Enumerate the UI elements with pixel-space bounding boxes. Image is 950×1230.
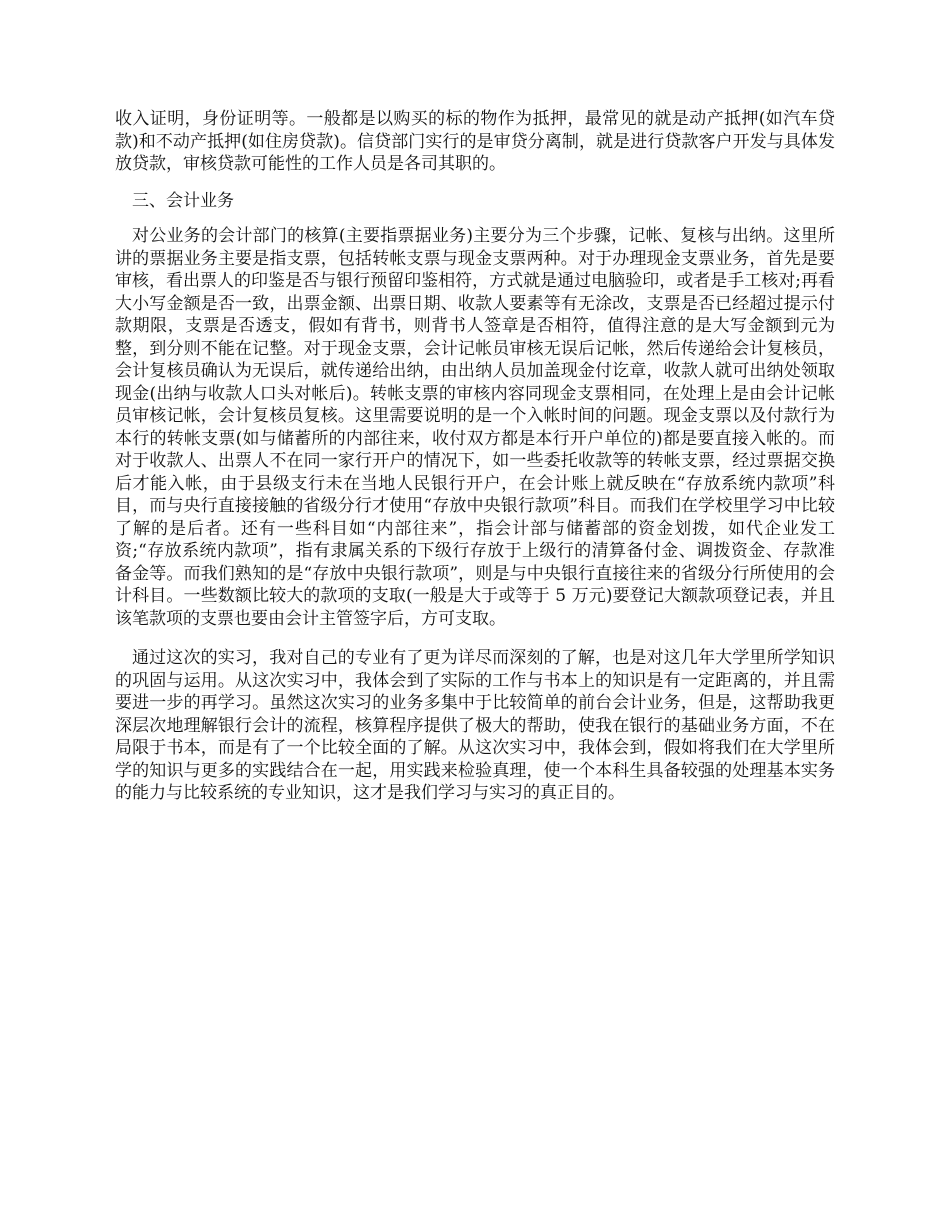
paragraph-intro: 收入证明，身份证明等。一般都是以购买的标的物作为抵押，最常见的就是动产抵押(如汽车贷款)和不动产抵押(如住房贷款)。信贷部门实行的是审贷分离制，就是进行贷款客户开发与具体发放贷款，审核贷款可能性的工作人员是各司其职的。 [115, 109, 835, 174]
document-page [115, 108, 835, 805]
section-heading: 三、会计业务 [132, 190, 234, 211]
paragraph-conclusion: 通过这次的实习，我对自己的专业有了更为详尽而深刻的了解，也是对这几年大学里所学知识的巩固与运用。从这次实习中，我体会到了实际的工作与书本上的知识是有一定距离的，并且需要进一步的再学习。虽然这次实习的业务多集中于比较简单的前台会计业务，但是，这帮助我更深层次地理解银行会计的流程，核算程序提供了极大的帮助，使我在银行的基础业务方面，不在局限于书本，而是有了一个比较全面的了解。从这次实习中，我体会到，假如将我们在大学里所学的知识与更多的实践结合在一起，用实践来检验真理，使一个本科生具备较强的处理基本实务的能力与比较系统的专业知识，这才是我们学习与实习的真正目的。 [115, 648, 835, 803]
paragraph-accounting: 对公业务的会计部门的核算(主要指票据业务)主要分为三个步骤，记帐、复核与出纳。这里所讲的票据业务主要是指支票，包括转帐支票与现金支票两种。对于办理现金支票业务，首先是要审核，看出票人的印鉴是否与银行预留印鉴相符，方式就是通过电脑验印，或者是手工核对;再看大小写金额是否一致，出票金额、出票日期、收款人要素等有无涂改，支票是否已经超过提示付款期限，支票是否透支，假如有背书，则背书人签章是否相符，值得注意的是大写金额到元为整，到分则不能在记整。对于现金支票，会计记帐员审核无误后记帐，然后传递给会计复核员，会计复核员确认为无误后，就传递给出纳，由出纳人员加盖现金付讫章，收款人就可出纳处领取现金(出纳与收款人口头对帐后)。转帐支票的审核内容同现金支票相同，在处理上是由会计记帐员审核记帐，会计复核员复核。这里需要说明的是一个入帐时间的问题。现金支票以及付款行为本行的转帐支票(如与储蓄所的内部往来，收付双方都是本行开户单位的)都是要直接入帐的。而对于收款人、出票人不在同一家行开户的情况下，如一些委托收款等的转帐支票，经过票据交换后才能入帐，由于县级支行未在当地人民银行开户，在会计账上就反映在“存放系统内款项”科目，而与央行直接接触的省级分行才使用“存放中央银行款项”科目。而我们在学校里学习中比较了解的是后者。还有一些科目如“内部往来”，指会计部与储蓄部的资金划拨，如代企业发工资;“存放系统内款项”，指有隶属关系的下级行存放于上级行的清算备付金、调拨资金、存款准备金等。而我们熟知的是“存放中央银行款项”，则是与中央银行直接往来的省级分行所使用的会计科目。一些数额比较大的款项的支取(一般是大于或等于 5 万元)要登记大额款项登记表，并且该笔款项的支票也要由会计主管签字后，方可支取。 [115, 226, 835, 629]
